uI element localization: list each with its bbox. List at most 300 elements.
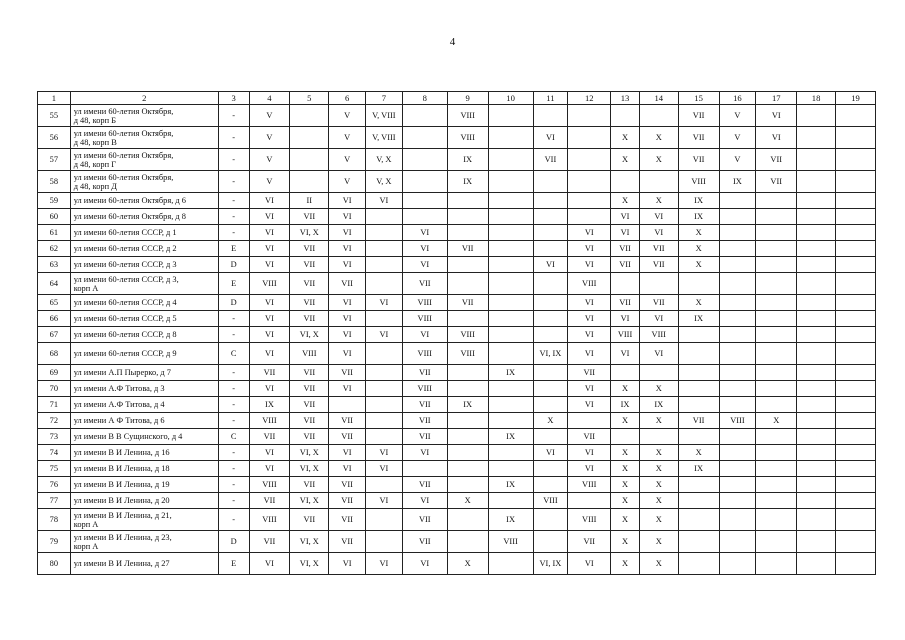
table-cell: VII (290, 429, 329, 445)
table-cell (678, 343, 719, 365)
table-cell (756, 327, 797, 343)
table-cell: VI (568, 327, 611, 343)
table-cell: VIII (290, 343, 329, 365)
table-cell: VIII (568, 509, 611, 531)
table-cell (719, 531, 756, 553)
table-cell: X (639, 531, 678, 553)
table-cell (836, 193, 876, 209)
table-cell (447, 445, 488, 461)
row-number-cell: 70 (38, 381, 71, 397)
table-cell: VIII (249, 413, 290, 429)
table-cell: VI (249, 343, 290, 365)
address-cell: ул имени В И Ленина, д 19 (70, 477, 218, 493)
table-cell: X (639, 381, 678, 397)
table-cell (797, 273, 836, 295)
table-cell: VII (678, 149, 719, 171)
table-cell: VI (639, 343, 678, 365)
table-cell (488, 295, 533, 311)
table-cell: VII (447, 241, 488, 257)
column-header: 18 (797, 92, 836, 105)
row-number-cell: 80 (38, 553, 71, 575)
table-cell: VII (290, 241, 329, 257)
table-cell: VII (611, 295, 640, 311)
table-cell: VII (402, 429, 447, 445)
table-cell (290, 149, 329, 171)
table-cell (756, 509, 797, 531)
table-cell (488, 225, 533, 241)
table-cell (611, 171, 640, 193)
table-cell: VI (329, 257, 366, 273)
table-cell: VII (329, 429, 366, 445)
table-cell: IX (488, 509, 533, 531)
table-cell: VI, IX (533, 343, 568, 365)
table-cell: X (611, 127, 640, 149)
table-cell: VI (249, 225, 290, 241)
address-cell: ул имени 60-летия СССР, д 5 (70, 311, 218, 327)
table-cell: VI, X (290, 461, 329, 477)
table-cell: VII (402, 509, 447, 531)
table-cell: VII (290, 257, 329, 273)
table-row (38, 171, 876, 193)
table-cell (533, 397, 568, 413)
table-cell: VI (568, 241, 611, 257)
table-cell (447, 193, 488, 209)
column-header: 16 (719, 92, 756, 105)
table-cell (488, 445, 533, 461)
address-cell: ул имени В И Ленина, д 18 (70, 461, 218, 477)
table-cell (533, 531, 568, 553)
table-cell: VII (568, 531, 611, 553)
table-cell (402, 149, 447, 171)
column-header: 17 (756, 92, 797, 105)
table-cell: VIII (447, 127, 488, 149)
table-cell (678, 273, 719, 295)
table-cell (756, 209, 797, 225)
table-cell (797, 311, 836, 327)
table-cell (836, 509, 876, 531)
table-cell (488, 381, 533, 397)
table-cell (719, 429, 756, 445)
table-cell (719, 343, 756, 365)
table-cell (568, 171, 611, 193)
table-cell: E (218, 241, 249, 257)
address-cell: ул имени 60-летия СССР, д 3 (70, 257, 218, 273)
column-header: 1 (38, 92, 71, 105)
table-cell (366, 381, 403, 397)
table-cell: IX (249, 397, 290, 413)
column-header: 3 (218, 92, 249, 105)
table-cell (447, 413, 488, 429)
table-cell: IX (719, 171, 756, 193)
table-cell: VII (329, 509, 366, 531)
data-table (37, 91, 876, 575)
table-cell (756, 553, 797, 575)
table-cell: VI (402, 445, 447, 461)
address-cell: ул имени В И Ленина, д 21, корп А (70, 509, 218, 531)
table-cell (797, 413, 836, 429)
table-row (38, 149, 876, 171)
table-cell (836, 105, 876, 127)
table-cell: VII (290, 381, 329, 397)
column-header: 4 (249, 92, 290, 105)
table-cell: D (218, 531, 249, 553)
table-cell: VI (402, 241, 447, 257)
table-cell (568, 413, 611, 429)
table-cell (797, 553, 836, 575)
table-cell: - (218, 105, 249, 127)
table-cell (756, 477, 797, 493)
table-row (38, 295, 876, 311)
table-cell: X (756, 413, 797, 429)
table-cell: VII (533, 149, 568, 171)
table-cell: VI (329, 295, 366, 311)
table-cell: VII (756, 171, 797, 193)
address-cell: ул имени 60-летия СССР, д 9 (70, 343, 218, 365)
table-cell (568, 193, 611, 209)
table-cell (639, 429, 678, 445)
table-cell: VII (402, 365, 447, 381)
address-cell: ул имени В В Сущинского, д 4 (70, 429, 218, 445)
table-cell (719, 397, 756, 413)
table-cell: VII (611, 241, 640, 257)
row-number-cell: 65 (38, 295, 71, 311)
table-cell: VI (366, 193, 403, 209)
address-cell: ул имени 60-летия СССР, д 2 (70, 241, 218, 257)
address-cell: ул имени 60-летия СССР, д 3, корп А (70, 273, 218, 295)
table-cell (533, 225, 568, 241)
table-cell: VIII (402, 311, 447, 327)
table-cell (488, 553, 533, 575)
table-cell (533, 105, 568, 127)
table-cell: VI (249, 381, 290, 397)
table-row (38, 311, 876, 327)
table-cell (402, 171, 447, 193)
table-cell: VII (290, 311, 329, 327)
address-cell: ул имени 60-летия Октября, д 6 (70, 193, 218, 209)
table-cell (488, 257, 533, 273)
table-cell (797, 445, 836, 461)
table-cell: VI (249, 209, 290, 225)
table-cell (719, 295, 756, 311)
table-cell: X (639, 477, 678, 493)
table-cell: - (218, 149, 249, 171)
table-cell (488, 413, 533, 429)
table-cell (447, 209, 488, 225)
table-cell (533, 365, 568, 381)
row-number-cell: 61 (38, 225, 71, 241)
table-cell (719, 193, 756, 209)
table-cell: VI (533, 127, 568, 149)
table-cell: X (639, 193, 678, 209)
table-row (38, 209, 876, 225)
table-cell (797, 461, 836, 477)
table-cell (447, 477, 488, 493)
table-cell (719, 241, 756, 257)
table-cell: IX (447, 397, 488, 413)
table-cell: IX (611, 397, 640, 413)
table-cell: VI (568, 343, 611, 365)
table-cell (836, 493, 876, 509)
table-cell (488, 209, 533, 225)
table-cell: VII (290, 477, 329, 493)
table-cell (639, 365, 678, 381)
table-cell: E (218, 273, 249, 295)
table-cell: VII (678, 105, 719, 127)
table-cell (719, 273, 756, 295)
table-cell (797, 429, 836, 445)
table-cell (797, 127, 836, 149)
table-cell: VI (639, 209, 678, 225)
table-cell (533, 509, 568, 531)
table-cell: VI (402, 493, 447, 509)
table-cell (836, 149, 876, 171)
table-cell (611, 273, 640, 295)
table-cell: - (218, 477, 249, 493)
table-cell: X (611, 509, 640, 531)
row-number-cell: 67 (38, 327, 71, 343)
table-cell: VI (249, 241, 290, 257)
table-cell (488, 171, 533, 193)
table-cell (366, 257, 403, 273)
table-cell: V (249, 105, 290, 127)
table-cell (678, 397, 719, 413)
table-cell: X (639, 445, 678, 461)
table-cell (611, 105, 640, 127)
table-cell: V (329, 171, 366, 193)
table-cell (366, 241, 403, 257)
table-cell (488, 343, 533, 365)
address-cell: ул имени 60-летия Октября, д 48, корп В (70, 127, 218, 149)
table-cell: X (678, 225, 719, 241)
table-cell: V (249, 127, 290, 149)
table-cell (797, 327, 836, 343)
row-number-cell: 60 (38, 209, 71, 225)
table-cell: VIII (488, 531, 533, 553)
table-cell: V, VIII (366, 127, 403, 149)
table-cell: X (678, 445, 719, 461)
table-cell: VII (402, 413, 447, 429)
table-cell (756, 225, 797, 241)
table-cell (402, 193, 447, 209)
table-cell: C (218, 429, 249, 445)
table-cell: - (218, 171, 249, 193)
table-cell: VI (249, 311, 290, 327)
table-cell: VII (290, 413, 329, 429)
table-cell (366, 531, 403, 553)
table-cell: X (611, 381, 640, 397)
table-cell: V (719, 127, 756, 149)
table-cell: IX (678, 193, 719, 209)
table-cell: VIII (568, 477, 611, 493)
address-cell: ул имени 60-летия Октября, д 8 (70, 209, 218, 225)
table-cell (488, 397, 533, 413)
table-cell: X (611, 477, 640, 493)
table-cell: VI (329, 445, 366, 461)
address-cell: ул имени В И Ленина, д 20 (70, 493, 218, 509)
table-cell: VII (290, 209, 329, 225)
table-cell: VI (329, 461, 366, 477)
table-cell: VI, X (290, 531, 329, 553)
table-cell: VI (568, 381, 611, 397)
address-cell: ул имени А.П Пырерко, д 7 (70, 365, 218, 381)
table-cell: VI (366, 553, 403, 575)
table-cell (366, 343, 403, 365)
table-cell (836, 461, 876, 477)
table-cell (488, 273, 533, 295)
column-header: 7 (366, 92, 403, 105)
table-cell: VIII (678, 171, 719, 193)
table-cell (402, 105, 447, 127)
table-row (38, 553, 876, 575)
table-cell: VIII (533, 493, 568, 509)
table-cell: VII (402, 531, 447, 553)
table-cell (836, 397, 876, 413)
table-cell (366, 413, 403, 429)
table-cell (836, 295, 876, 311)
table-cell: VII (329, 493, 366, 509)
table-cell: - (218, 413, 249, 429)
table-cell (797, 225, 836, 241)
table-cell (756, 273, 797, 295)
table-cell: - (218, 397, 249, 413)
table-cell (719, 327, 756, 343)
table-cell: VII (249, 365, 290, 381)
table-cell (402, 127, 447, 149)
table-cell (678, 553, 719, 575)
table-cell: VII (329, 413, 366, 429)
table-cell: VI (329, 241, 366, 257)
table-cell: V (329, 105, 366, 127)
table-cell (488, 461, 533, 477)
table-cell (488, 127, 533, 149)
table-cell (366, 311, 403, 327)
row-number-cell: 64 (38, 273, 71, 295)
table-cell (719, 209, 756, 225)
table-cell (639, 273, 678, 295)
address-cell: ул имени В И Ленина, д 27 (70, 553, 218, 575)
table-cell: VI (611, 225, 640, 241)
table-row (38, 531, 876, 553)
table-cell: VI (366, 327, 403, 343)
table-cell (447, 461, 488, 477)
table-cell (639, 105, 678, 127)
table-cell (836, 311, 876, 327)
table-cell (719, 445, 756, 461)
table-cell (836, 327, 876, 343)
table-cell: - (218, 127, 249, 149)
table-cell (533, 311, 568, 327)
table-cell: - (218, 461, 249, 477)
address-cell: ул имени А Ф Титова, д 6 (70, 413, 218, 429)
table-cell (797, 193, 836, 209)
table-cell (836, 343, 876, 365)
table-cell: V (249, 149, 290, 171)
table-row (38, 343, 876, 365)
table-cell (756, 193, 797, 209)
table-cell: VI, X (290, 445, 329, 461)
table-cell (447, 509, 488, 531)
table-cell: VI, X (290, 327, 329, 343)
table-cell: VII (402, 397, 447, 413)
table-row (38, 445, 876, 461)
table-cell: VIII (402, 381, 447, 397)
row-number-cell: 59 (38, 193, 71, 209)
table-cell (402, 209, 447, 225)
table-cell (756, 461, 797, 477)
column-header: 11 (533, 92, 568, 105)
table-cell: - (218, 493, 249, 509)
table-cell: VI (249, 295, 290, 311)
table-cell: VIII (639, 327, 678, 343)
table-cell: VI (329, 209, 366, 225)
table-cell (756, 493, 797, 509)
table-cell: X (611, 461, 640, 477)
table-cell: VII (329, 273, 366, 295)
address-cell: ул имени 60-летия Октября, д 48, корп Г (70, 149, 218, 171)
table-cell: VI (533, 445, 568, 461)
table-cell: VIII (611, 327, 640, 343)
table-cell: VI (249, 193, 290, 209)
table-cell (366, 273, 403, 295)
table-cell (719, 365, 756, 381)
column-header: 8 (402, 92, 447, 105)
table-row (38, 127, 876, 149)
table-cell (836, 381, 876, 397)
table-cell (290, 105, 329, 127)
table-cell: VI (249, 327, 290, 343)
row-number-cell: 58 (38, 171, 71, 193)
table-cell: VII (329, 365, 366, 381)
table-cell (756, 397, 797, 413)
table-cell: IX (678, 461, 719, 477)
table-cell (639, 171, 678, 193)
table-cell: X (639, 413, 678, 429)
table-cell (836, 171, 876, 193)
table-cell: X (639, 493, 678, 509)
table-row (38, 397, 876, 413)
table-cell: D (218, 257, 249, 273)
address-cell: ул имени А.Ф Титова, д 3 (70, 381, 218, 397)
table-cell (719, 477, 756, 493)
column-header: 19 (836, 92, 876, 105)
row-number-cell: 77 (38, 493, 71, 509)
table-cell: VI (366, 461, 403, 477)
address-cell: ул имени 60-летия СССР, д 8 (70, 327, 218, 343)
table-cell: VI (329, 327, 366, 343)
table-cell (488, 193, 533, 209)
table-cell (678, 381, 719, 397)
table-cell: VI, X (290, 225, 329, 241)
table-cell (836, 273, 876, 295)
table-cell: VIII (249, 509, 290, 531)
table-cell: VI (568, 445, 611, 461)
table-cell: VII (249, 493, 290, 509)
table-cell (533, 209, 568, 225)
table-cell: VIII (249, 477, 290, 493)
table-row (38, 257, 876, 273)
address-cell: ул имени А.Ф Титова, д 4 (70, 397, 218, 413)
table-cell: VI (639, 311, 678, 327)
table-cell: VII (611, 257, 640, 273)
table-cell (756, 257, 797, 273)
table-cell (719, 225, 756, 241)
table-cell: - (218, 327, 249, 343)
table-cell: VIII (568, 273, 611, 295)
table-cell (447, 429, 488, 445)
table-cell: VI, X (290, 493, 329, 509)
table-cell: II (290, 193, 329, 209)
table-cell: VII (639, 257, 678, 273)
